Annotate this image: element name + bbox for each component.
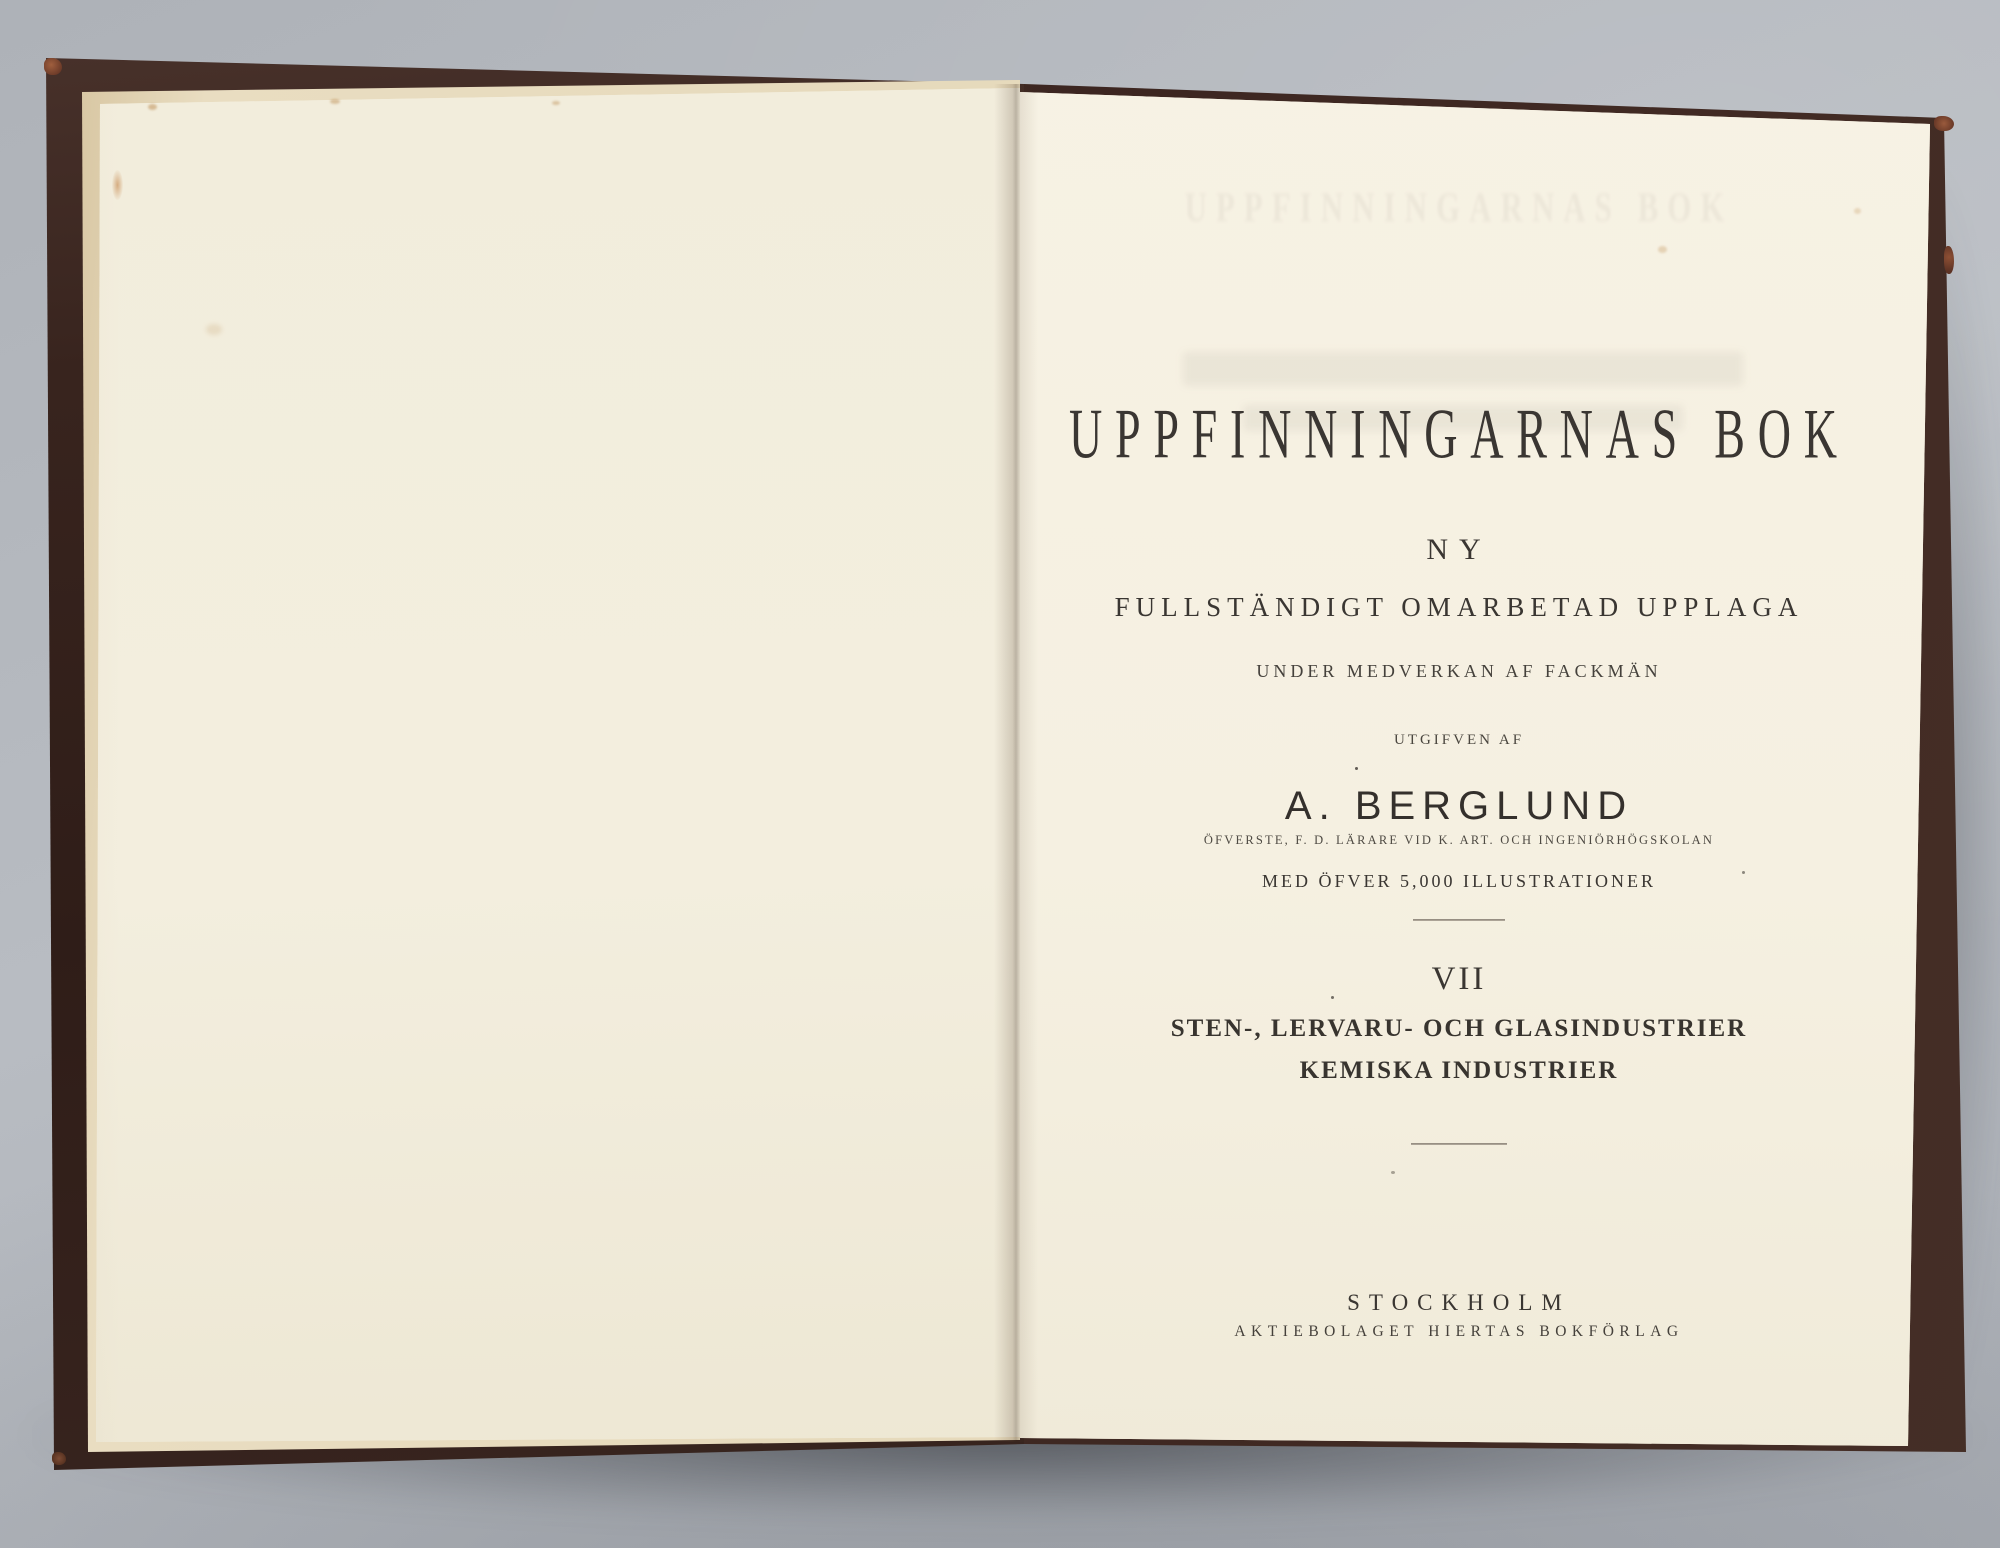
- foxing-spot: [552, 101, 560, 105]
- volume-subject-line-1: STEN-, LERVARU- OCH GLASINDUSTRIER: [1170, 1015, 1748, 1042]
- edition-line: FULLSTÄNDIGT OMARBETAD UPPLAGA: [1114, 592, 1804, 622]
- cover-corner-wear: [44, 58, 62, 75]
- book-gutter: [994, 84, 1038, 1442]
- ghost-showthrough-block: [1183, 352, 1743, 386]
- imprint-city: STOCKHOLM: [1347, 1290, 1571, 1315]
- foxing-spot: [206, 324, 222, 335]
- foxing-spot: [112, 170, 123, 200]
- foxing-spot: [148, 104, 157, 110]
- book-title-text: UPPFINNINGARNAS BOK: [1068, 395, 1850, 475]
- ghost-showthrough-title: UPPFINNINGARNAS BOK: [1184, 183, 1734, 232]
- volume-subject-line-2: KEMISKA INDUSTRIER: [1299, 1057, 1619, 1084]
- title-page-text-block: [1053, 0, 1865, 1548]
- volume-number: VII: [1431, 961, 1487, 997]
- cover-corner-wear: [1934, 116, 1954, 131]
- author-title-line: ÖFVERSTE, F. D. LÄRARE VID K. ART. OCH INGENIÖRHÖGSKOLAN: [1203, 833, 1715, 847]
- separator-rule-2: [1411, 1143, 1507, 1145]
- collaboration-line: UNDER MEDVERKAN AF FACKMÄN: [1256, 661, 1662, 681]
- edition-word: NY: [1426, 533, 1492, 566]
- illustrations-note: MED ÖFVER 5,000 ILLUSTRATIONER: [1262, 871, 1656, 891]
- issued-by-label: UTGIFVEN AF: [1393, 732, 1525, 748]
- separator-rule-1: [1413, 919, 1505, 921]
- cover-corner-wear: [52, 1452, 66, 1465]
- cover-edge-wear: [1944, 246, 1954, 274]
- foxing-spot: [330, 99, 340, 104]
- imprint-publisher: AKTIEBOLAGET HIERTAS BOKFÖRLAG: [1234, 1323, 1684, 1340]
- author-name: A. BERGLUND: [1284, 784, 1634, 828]
- book-title: [1053, 395, 1865, 475]
